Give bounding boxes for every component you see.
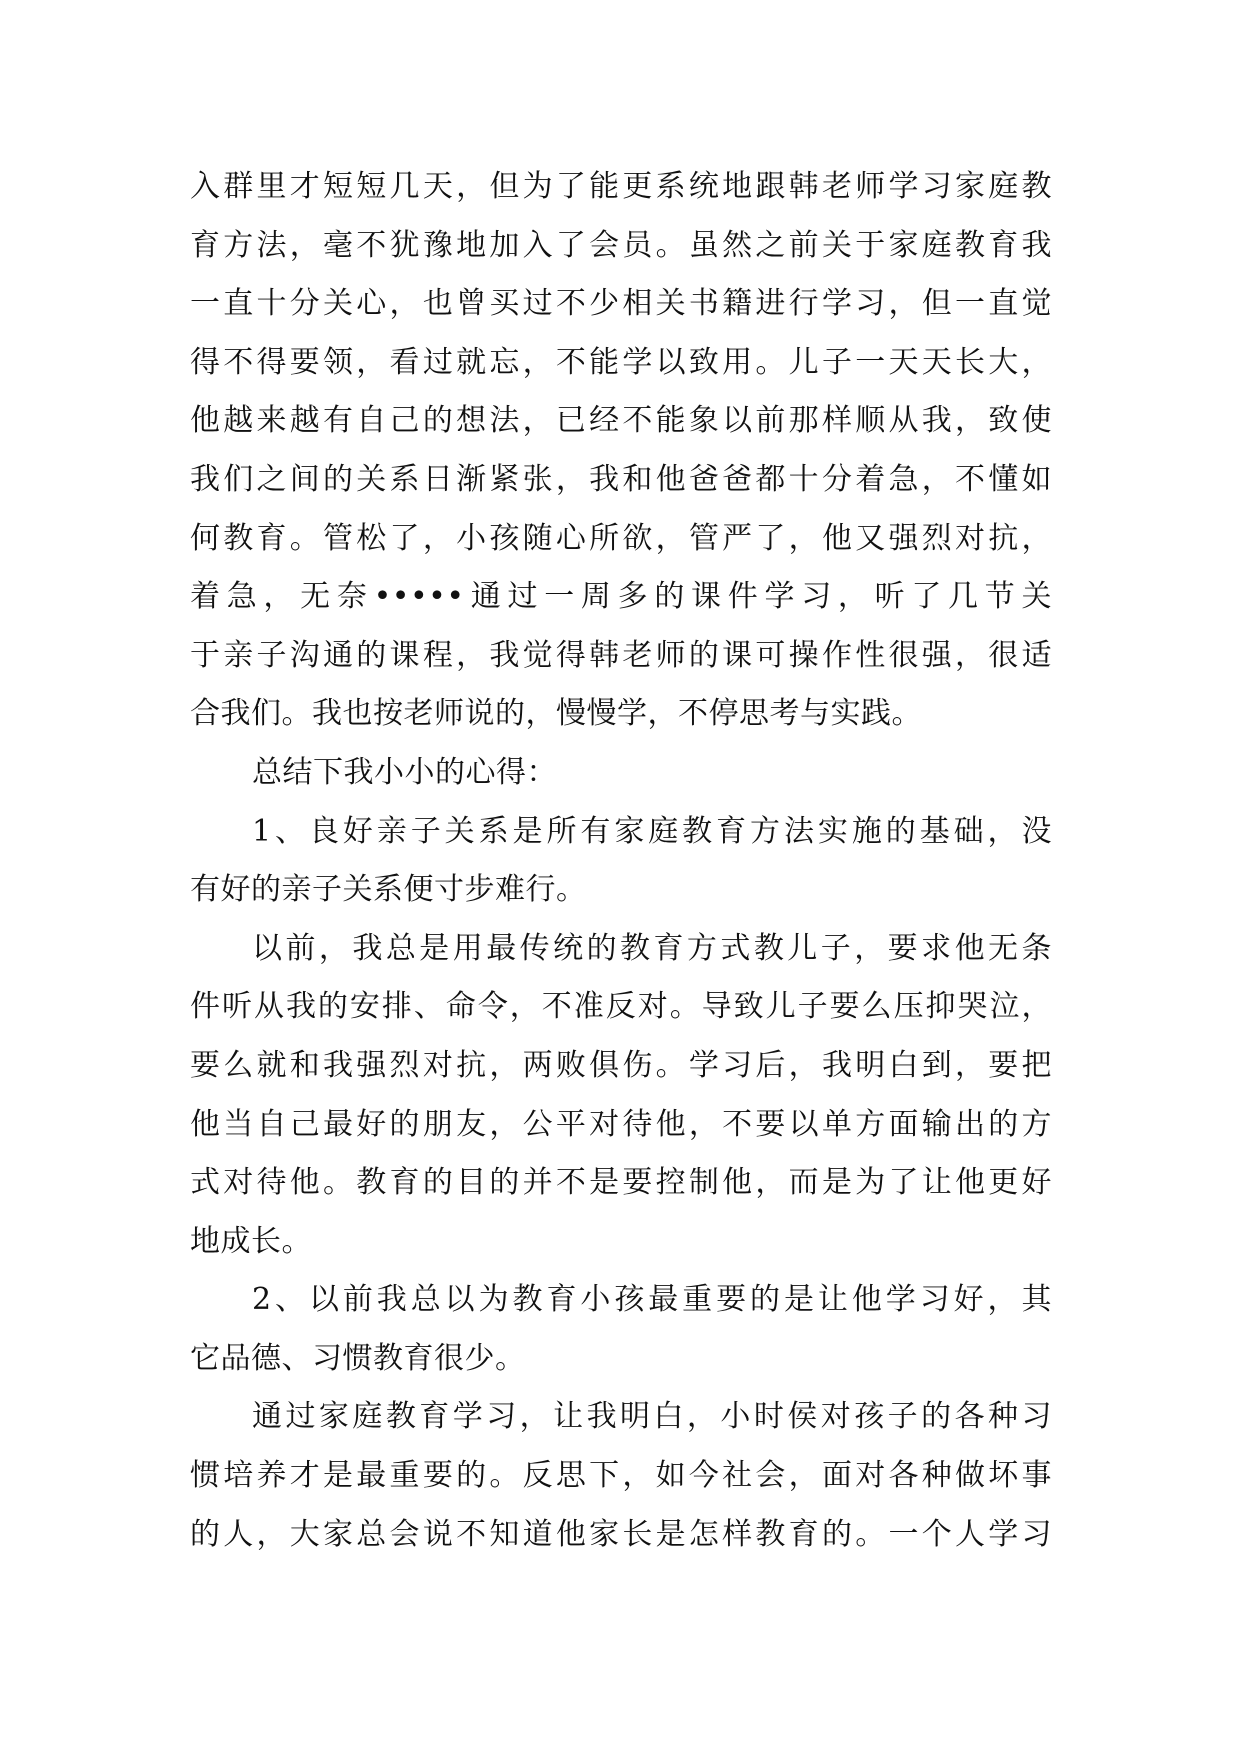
text-line: 于亲子沟通的课程，我觉得韩老师的课可操作性很强，很适	[190, 637, 1052, 673]
text-line: 入群里才短短几天，但为了能更系统地跟韩老师学习家庭教	[190, 169, 1052, 204]
text-line: 一直十分关心，也曾买过不少相关书籍进行学习，但一直觉	[190, 286, 1052, 322]
text-line: 他当自己最好的朋友，公平对待他，不要以单方面输出的方	[190, 1106, 1052, 1142]
text-line: 的人，大家总会说不知道他家长是怎样教育的。一个人学习	[190, 1516, 1052, 1552]
text-line: 合我们。我也按老师说的，慢慢学，不停思考与实践。	[190, 696, 922, 732]
text-line: 总结下我小小的心得：	[252, 754, 557, 790]
text-line: 有好的亲子关系便寸步难行。	[190, 872, 587, 908]
text-line: 2、以前我总以为教育小孩最重要的是让他学习好，其	[252, 1282, 1052, 1318]
text-line: 我们之间的关系日渐紧张，我和他爸爸都十分着急，不懂如	[190, 461, 1052, 497]
text-line: 着急，无奈•••••通过一周多的课件学习，听了几节关	[190, 579, 1052, 615]
text-line: 要么就和我强烈对抗，两败俱伤。学习后，我明白到，要把	[190, 1047, 1052, 1083]
text-line: 它品德、习惯教育很少。	[190, 1340, 526, 1376]
text-line: 以前，我总是用最传统的教育方式教儿子，要求他无条	[252, 930, 1052, 966]
text-line: 地成长。	[190, 1223, 312, 1259]
text-line: 件听从我的安排、命令，不准反对。导致儿子要么压抑哭泣，	[190, 989, 1052, 1025]
text-line: 通过家庭教育学习，让我明白，小时侯对孩子的各种习	[252, 1399, 1052, 1435]
text-line: 育方法，毫不犹豫地加入了会员。虽然之前关于家庭教育我	[190, 227, 1052, 263]
text-line: 式对待他。教育的目的并不是要控制他，而是为了让他更好	[190, 1165, 1052, 1201]
text-line: 他越来越有自己的想法，已经不能象以前那样顺从我，致使	[190, 403, 1052, 439]
text-line: 1、良好亲子关系是所有家庭教育方法实施的基础，没	[252, 813, 1052, 849]
text-line: 何教育。管松了，小孩随心所欲，管严了，他又强烈对抗，	[190, 520, 1052, 556]
text-line: 惯培养才是最重要的。反思下，如今社会，面对各种做坏事	[190, 1458, 1052, 1494]
document-body	[190, 158, 1052, 1564]
text-line: 得不得要领，看过就忘，不能学以致用。儿子一天天长大，	[190, 344, 1052, 380]
